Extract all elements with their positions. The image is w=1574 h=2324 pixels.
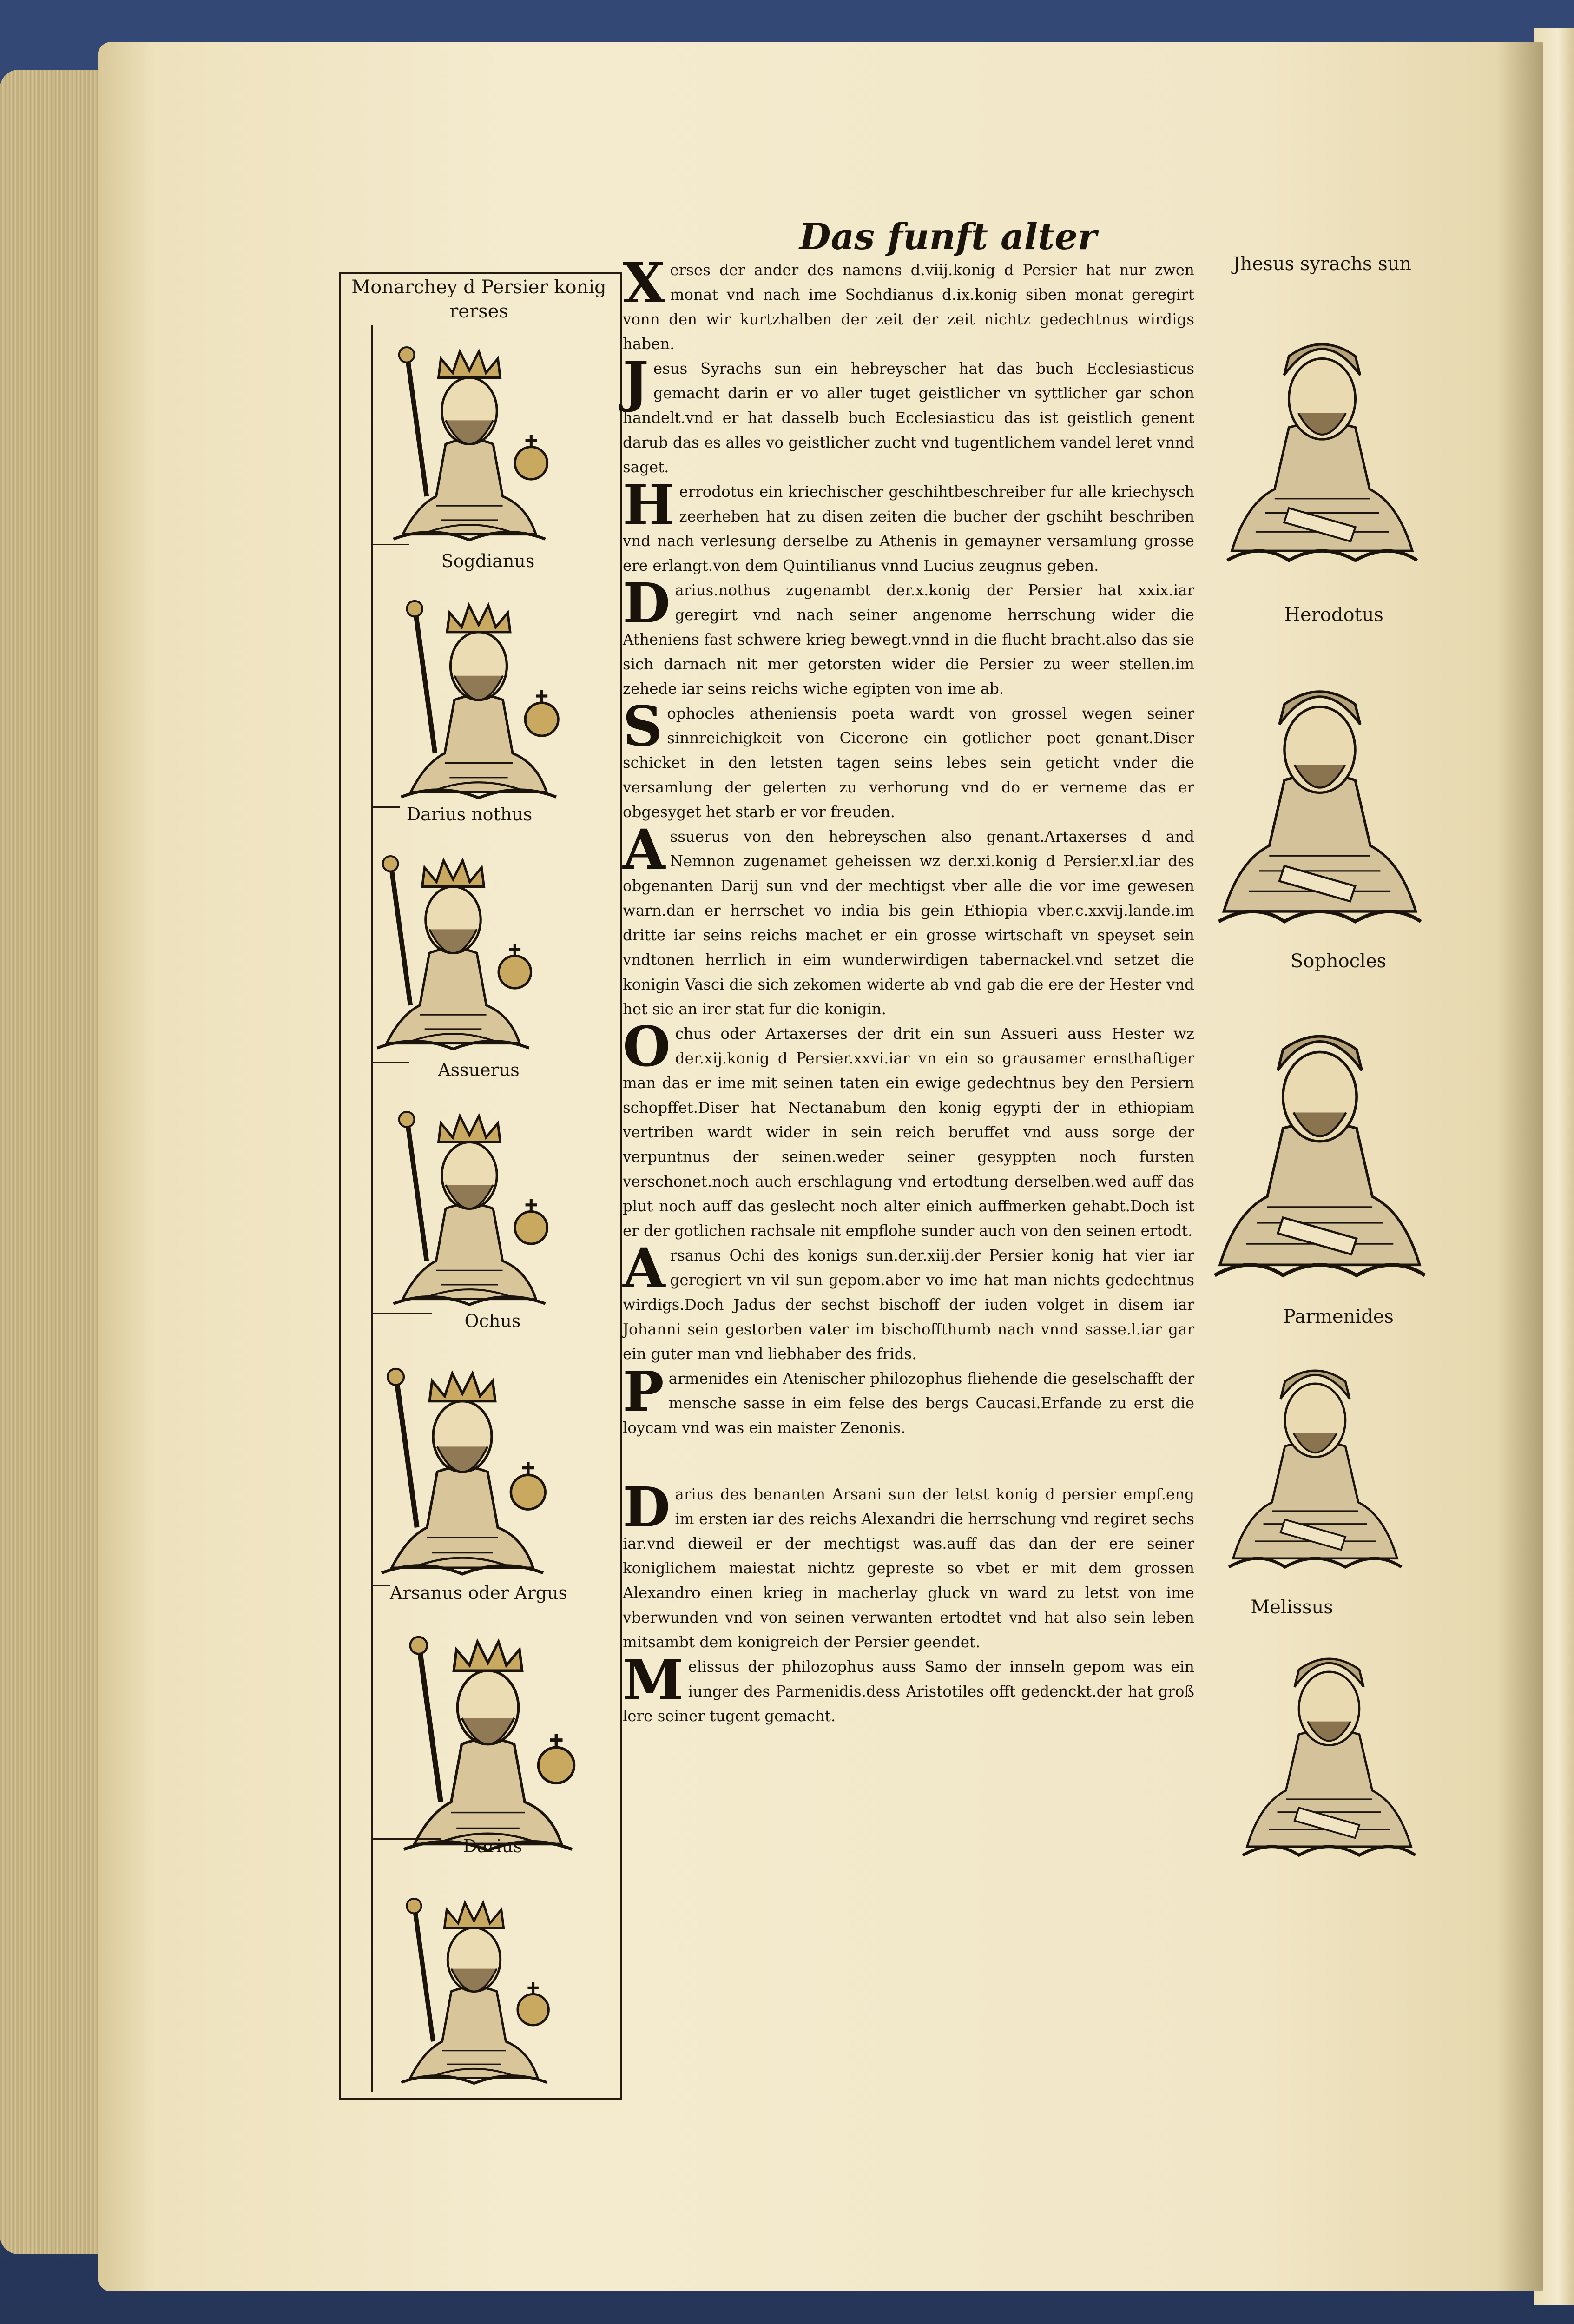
paragraph-ochus (623, 1014, 1194, 1243)
portrait-king-xerses (372, 325, 567, 544)
main-text (623, 251, 1194, 2052)
paragraph-parmenides (623, 1359, 1194, 1440)
portrait-jesus-syrach (1213, 288, 1431, 586)
scholar-woodcut-icon (1199, 981, 1441, 1297)
portrait-label: Melissus (1251, 1597, 1333, 1618)
paragraph-darius (623, 1475, 1194, 1655)
paragraph-arsanus (623, 1236, 1194, 1367)
paragraph-text: chus oder Artaxerses der drit ein sun Assueri auss Hester wz der.xij.konig d Persier.xxvi.iar vn ein so grausamer ernsthaftiger man das er ime mit seinen taten ein ewige gedechtnus bey den Persiern schopffet.Diser hat Nectanabum den konig egypti der in ethiopiam vertriben wardt wider in sein reich beruffet vnd auss sorge der verpuntnus der seinen.weder seiner gesyppten noch fursten verschonet.noch auch erschlagung vnd ertodtung derselben.wed auff das plut noch auff das geslecht noch alter einich auffmerken gehabt.Doch ist er der gotlichen rachsale nit empflohe sunder auch von den seinen ertodt. (623, 1025, 1194, 1240)
portrait-label: Darius (463, 1836, 522, 1856)
paragraph-text: ssuerus von den hebreyschen also genant.Artaxerses d and Nemnon zugenamet geheissen wz der.xi.konig d Persier.xl.iar des obgenanten Darij sun vnd der mechtigst vber alle die vor ime gewesen warn.dan er herrschet vo india bis gein Ethiopia vber.c.xxvij.lande.im dritte iar seins reichs machet er ein grosse wirtschaft vn speyset sein vndtonen herrlich in eim wunderwirdigen tabernackel.vnd setzet die konigin Vasci die sich zekomen widerte ab vnd gab die ere der Hester vnd het sie an irer stat fur die konigin. (623, 828, 1194, 1018)
gutter-shadow (1496, 42, 1543, 2291)
paragraph-text: esus Syrachs sun ein hebreyscher hat das buch Ecclesiasticus gemacht darin er vo aller tuget geistlicher vn syttlicher gar schon handelt.vnd er hat dasselb buch Ecclesiasticu das ist geistlich genent darub das es alles vo geistlicher zucht vnd tugentlichem vandel leret vnnd saget. (623, 360, 1194, 476)
drop-cap: X (623, 251, 665, 315)
portrait-king-arsanus (367, 1613, 609, 1855)
crowned-king-woodcut-icon (372, 325, 567, 544)
paragraph-jesus-syrach (623, 349, 1194, 480)
page-heading: Das funft alter (799, 216, 1097, 258)
paragraph-xerses (623, 251, 1194, 357)
paragraph-darius-nothus (623, 571, 1194, 701)
portrait-melissus (1208, 1622, 1450, 1864)
portrait-label: Darius nothus (406, 804, 533, 825)
lineage-connector (372, 806, 400, 808)
drop-cap: D (623, 1475, 671, 1539)
portrait-label: Sophocles (1290, 951, 1387, 972)
portrait-label: Sogdianus (441, 551, 535, 571)
paragraph-spacer (623, 1440, 1194, 1482)
book-page-edges-left (0, 70, 107, 2254)
lineage-connector (372, 1585, 390, 1586)
paragraph-text: elissus der philozophus auss Samo der innseln gepom was ein iunger des Parmenidis.dess Aristotiles offt gedenckt.der hat groß lere seiner tugent gemacht. (623, 1658, 1194, 1725)
portrait-king-assuerus (353, 1090, 586, 1308)
lineage-title-text: Monarchey d Persier konig (351, 277, 606, 298)
paragraph-text: erses der ander des namens d.viij.konig d Persier hat nur zwen monat vnd nach ime Sochdianus d.ix.konig siben monat geregirt vonn den wir kurtzhalben der zeit der zeit nichtz gedechtnus wirdigs haben. (623, 261, 1194, 353)
portrait-label: Jhesus syrachs sun (1232, 253, 1412, 275)
paragraph-herodotus (623, 472, 1194, 578)
portrait-king-darius-nothus (349, 834, 558, 1053)
crowned-king-woodcut-icon (353, 1878, 595, 2087)
crowned-king-woodcut-icon (349, 834, 558, 1053)
paragraph-text: arius des benanten Arsani sun der letst konig d persier empf.eng im ersten iar des reichs Alexandri die herrschung vnd regiret sechs iar.vnd dieweil er der mechtigst was.auff das dan der ere seiner koniglichem maiestat nichtz gepreste so vbet er mit dem grossen Alexandro einen krieg in macherlay gluck vn ward zu letst von ime vberwunden vnd von seinen verwanten ertodtet vnd hat also sein leben mitsambt dem konigreich der Persier geendet. (623, 1486, 1194, 1651)
crowned-king-woodcut-icon (349, 1346, 576, 1578)
portrait-king-ochus (349, 1346, 576, 1578)
lineage-connector (372, 1062, 409, 1063)
scholar-woodcut-icon (1204, 1334, 1427, 1576)
drop-cap: A (623, 817, 665, 882)
lineage-connector (372, 1313, 432, 1314)
crowned-king-woodcut-icon (367, 1613, 609, 1855)
paragraph-text: errodotus ein kriechischer geschihtbeschreiber fur alle kriechysch zeerheben hat zu disen zeiten die bucher der gschiht beschriben vnd nach verlesung derselbe zu Athenis in gemayner versamlung grosse ere erlangt.von dem Quintilianus vnnd Lucius zeugnus geben. (623, 483, 1194, 574)
portrait-label: Ochus (464, 1311, 521, 1331)
portrait-king-darius (353, 1878, 595, 2087)
scholar-woodcut-icon (1213, 288, 1431, 586)
paragraph-sophocles (623, 694, 1194, 825)
portrait-label: Parmenides (1283, 1306, 1394, 1327)
lineage-first-name: rerses (449, 301, 508, 322)
drop-cap: A (623, 1236, 665, 1301)
drop-cap: M (623, 1647, 684, 1712)
drop-cap: H (623, 472, 675, 537)
paragraph-text: arius.nothus zugenambt der.x.konig der Persier hat xxix.iar geregirt vnd nach seiner angenome herrschung wider die Atheniens fast schwere krieg bewegt.vnnd in die flucht bracht.also das sie sich darnach nit mer getorsten wider die Persier zu weer stellen.im zehede iar seins reichs wiche egipten von ime ab. (623, 581, 1194, 698)
drop-cap: O (623, 1014, 671, 1079)
paragraph-assuerus (623, 817, 1194, 1022)
lineage-connector (372, 1838, 441, 1840)
paragraph-text: ophocles atheniensis poeta wardt von grossel wegen seiner sinnreichigkeit von Cicerone ein gotlicher poet genant.Diser schicket in den letsten tagen seins lebes sein geticht vnder die versamlung der gelerten zu verhorung vnd do er verneme das er obgesyget het starb er vor freuden. (623, 705, 1194, 821)
drop-cap: J (623, 349, 649, 414)
scholar-woodcut-icon (1204, 637, 1436, 944)
scholar-woodcut-icon (1208, 1622, 1450, 1864)
portrait-herodotus (1204, 637, 1436, 944)
paragraph-text: rsanus Ochi des konigs sun.der.xiij.der Persier konig hat vier iar geregiert vn vil sun gepom.aber vo ime hat man nichts gedechtnus wirdigs.Doch Jadus der sechst bischoff der iuden volget in disem iar Johanni sein gestorben vater im bischoffthumb nach vnnd sasse.l.iar gar ein guter man vnd liebhaber des frids. (623, 1247, 1194, 1363)
portrait-label: Herodotus (1284, 604, 1383, 626)
drop-cap: D (623, 571, 671, 635)
paragraph-melissus (623, 1647, 1194, 1729)
crowned-king-woodcut-icon (353, 1090, 586, 1308)
portrait-sophocles (1199, 981, 1441, 1297)
portrait-king-sogdianus (379, 579, 579, 802)
portrait-label: Assuerus (438, 1060, 520, 1080)
portrait-parmenides (1204, 1334, 1427, 1576)
drop-cap: P (623, 1359, 664, 1424)
drop-cap: S (623, 694, 663, 759)
crowned-king-woodcut-icon (379, 579, 579, 802)
lineage-title (343, 275, 615, 331)
portrait-label: Arsanus oder Argus (389, 1583, 568, 1603)
lineage-connector (372, 544, 409, 545)
paragraph-text: armenides ein Atenischer philozophus fliehende die geselschafft der mensche sasse in eim felse des bergs Caucasi.Erfande zu erst die loycam vnd was ein maister Zenonis. (623, 1370, 1194, 1437)
